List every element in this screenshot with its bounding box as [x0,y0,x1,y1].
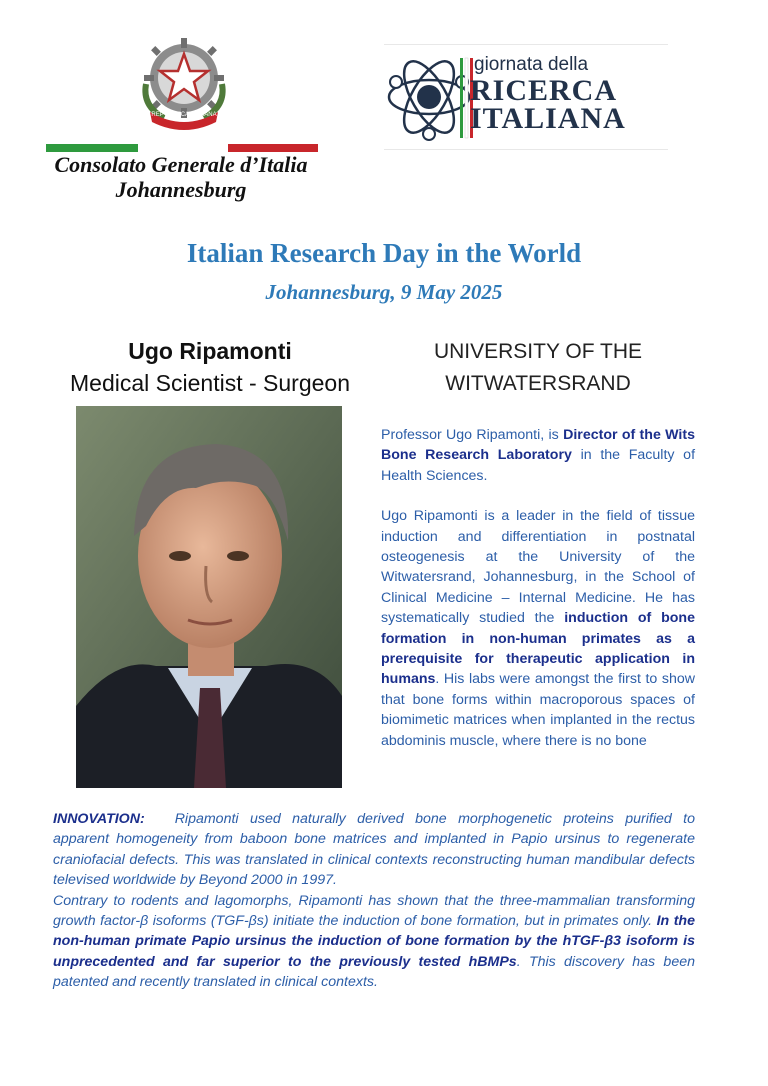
portrait-photo [76,406,342,788]
university-name: UNIVERSITY OF THE WITWATERSRAND [433,340,643,395]
consulate-name [30,152,332,202]
emblem-ribbon-text: REPVBBLICA ITALIANA [151,112,217,118]
bio-highlight-2: induction of bone formation in non-human primates as a prerequisite for therapeutic application in humans [381,610,695,688]
innovation-paragraph-1: INNOVATION: Ripamonti used naturally derived bone morphogenetic proteins purified to apparent homogeneity from baboon bone matrices and implanted in Papio ursinus to regenerate craniofacial defects. This was translated in clinical contexts reconstructing human mandibular defects televised worldwide by Beyond 2000 in 1997. [53,811,695,889]
consulate-line-2: Johannesburg [115,177,247,202]
bio-highlight-1: Director of the Wits Bone Research Laboratory [381,427,695,464]
logo-text-line-2: RICERCA [470,74,618,107]
person-name: Ugo Ripamonti [128,338,292,364]
innovation-section [53,809,695,993]
page-subtitle: Johannesburg, 9 May 2025 [265,280,503,304]
innovation-label: INNOVATION: [53,811,145,827]
flag-bar-red [228,144,318,152]
italian-republic-emblem [138,34,230,134]
logo-text-line-3: ITALIANA [470,102,626,135]
consulate-line-1: Consolato Generale d’Italia [54,152,308,177]
page-title: Italian Research Day in the World [186,238,582,268]
innovation-highlight: In the non-human primate Papio ursinus the induction of bone formation by the hTGF-β3 isoform is unprecedented and far superior to the previously tested hBMPs [53,913,695,970]
flag-bar-green [46,144,138,152]
innovation-paragraph-2: Contrary to rodents and lagomorphs, Ripamonti has shown that the three-mammalian transforming growth factor-β isoforms (TGF-βs) initiate the induction of bone formation, but in primates only. In the non-human primate Papio ursinus the induction of bone formation by the hTGF-β3 isoform is unprecedented and far superior to the previously tested hBMPs. This discovery has been patented and recently translated in clinical contexts. [53,892,695,991]
logo-text-line-1: giornata della [474,54,589,75]
bio-paragraph-2: Ugo Ripamonti is a leader in the field of tissue induction and differentiation in postnatal osteogenesis at the University of the Witwatersrand, Johannesburg, in the School of Clinical Medicine – Internal Medicine. He has systematically studied the induction of bone formation in non-human primates as a prerequisite for therapeutic application in humans. His labs were amongst the first to show that bone forms within macroporous spaces of biomimetic matrices when implanted in the rectus abdominis muscle, where there is no bone [381,508,695,749]
bio-paragraph-1: Professor Ugo Ripamonti, is Director of the Wits Bone Research Laboratory in the Faculty of Health Sciences. [381,427,696,484]
person-role: Medical Scientist - Surgeon [70,370,350,396]
bio-text [381,425,695,771]
